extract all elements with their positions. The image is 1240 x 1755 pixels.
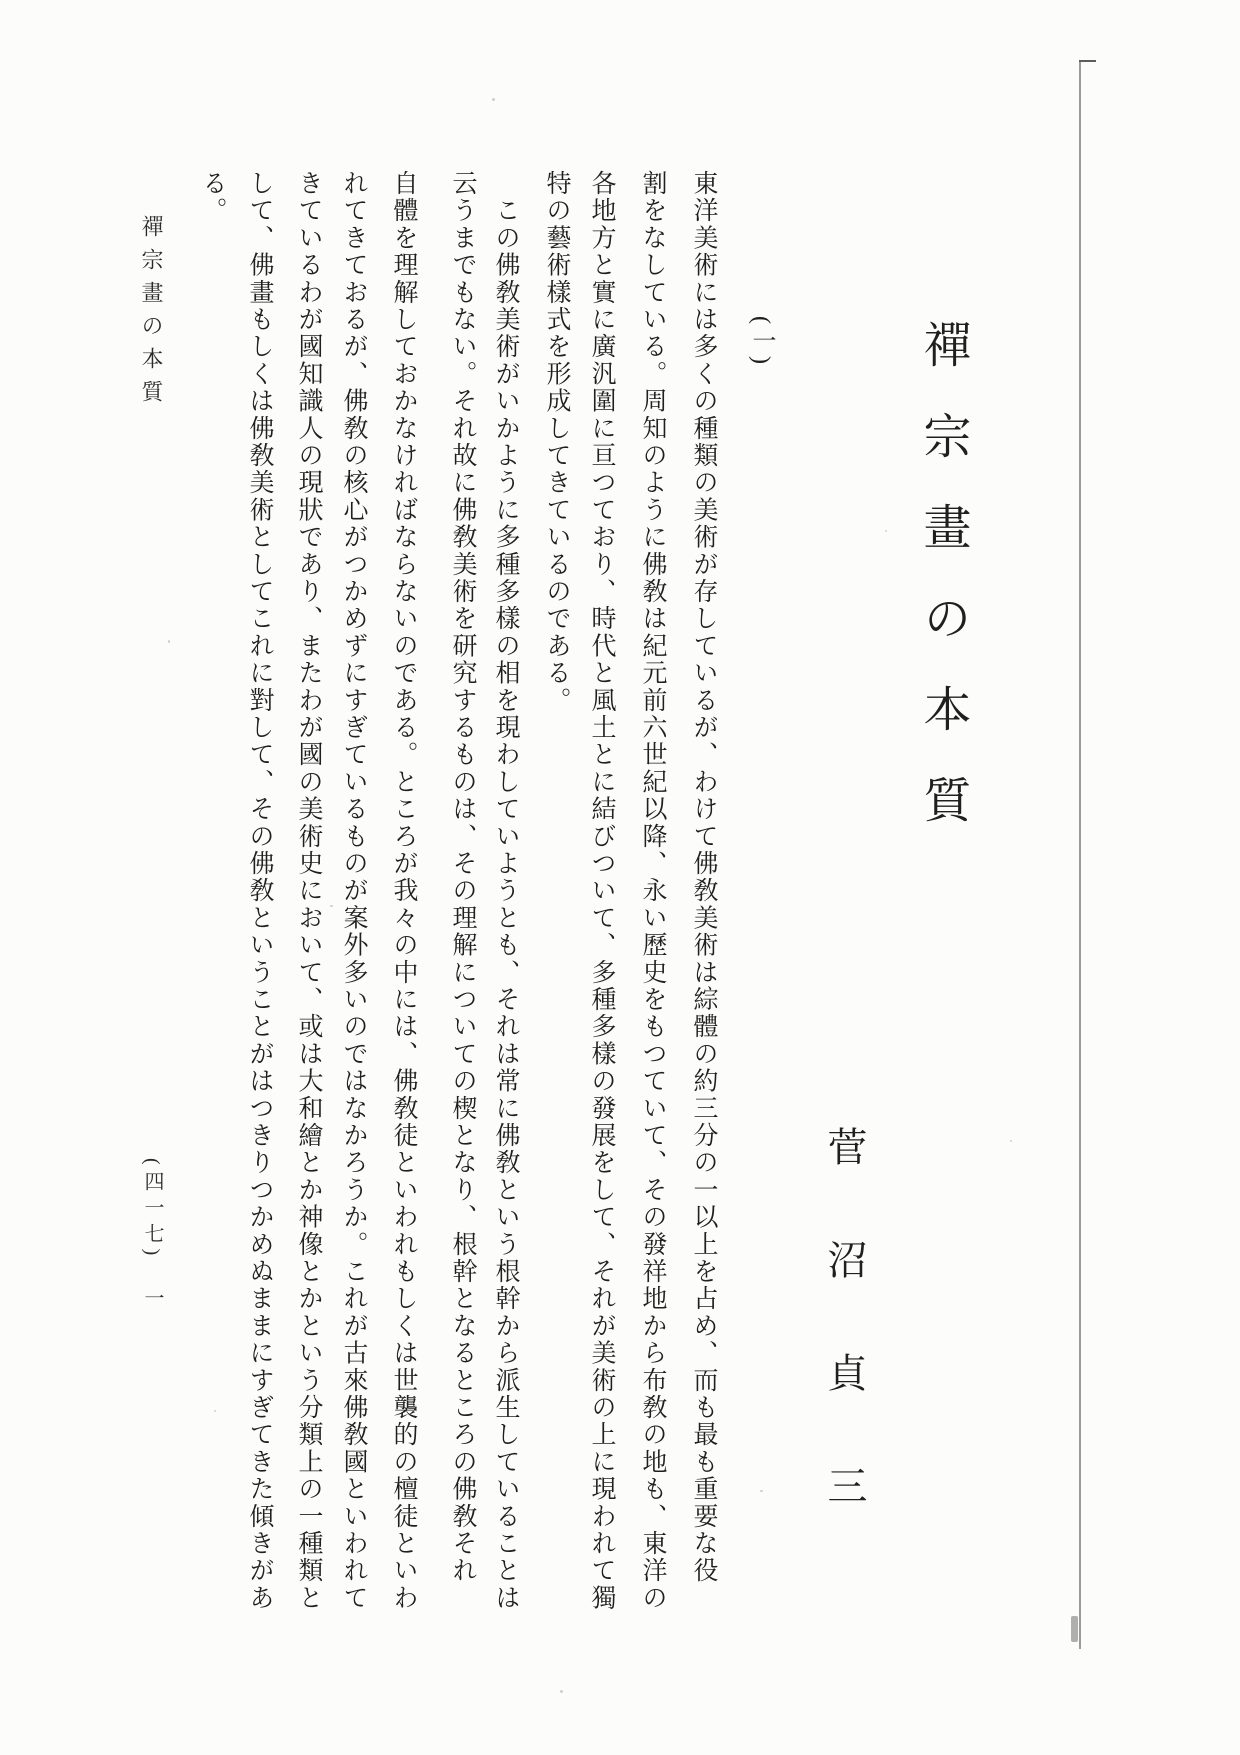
body-column: 自體を理解しておかなければならないのである。ところが我々の中には、佛敎徒といわれもしくは世襲的の檀徒といわ <box>390 170 417 1612</box>
body-column: 東洋美術には多くの種類の美術が存しているが、わけて佛敎美術は綜體の約三分の一以上を占め、而も最も重要な役 <box>690 170 717 1585</box>
running-header: 禪宗畫の本質 <box>139 215 164 413</box>
page-number: (四一七) 一 <box>141 1158 163 1314</box>
body-column: る。 <box>199 170 226 225</box>
scan-speckle <box>1010 1140 1012 1142</box>
scan-speckle <box>492 98 495 101</box>
scan-speckle <box>760 1490 763 1492</box>
page-title: 禪宗畫の本質 <box>916 320 969 866</box>
page-edge-corner-mark <box>1079 60 1096 62</box>
body-column: 各地方と實に廣汎圍に亘つており、時代と風土とに結びついて、多種多樣の發展をして、それが美術の上に現われて獨 <box>588 170 615 1612</box>
scan-speckle <box>168 640 170 643</box>
page-edge-bottom-mark <box>1071 1616 1078 1642</box>
body-column: 特の藝術樣式を形成してきているのである。 <box>543 170 570 714</box>
body-column: れてきておるが、佛敎の核心がつかめずにすぎているものが案外多いのではなかろうか。これが古來佛敎國といわれて <box>340 170 367 1612</box>
body-column: 割をなしている。周知のように佛敎は紀元前六世紀以降、永い歷史をもつていて、その發祥地から布敎の地も、東洋の <box>639 170 666 1612</box>
body-column: この佛敎美術がいかように多種多樣の相を現わしていようとも、それは常に佛敎という根幹から派生していることは <box>492 170 519 1612</box>
scan-speckle <box>885 530 887 532</box>
author-name: 菅沼貞三 <box>822 1126 867 1578</box>
scan-speckle <box>330 905 333 907</box>
body-column: きているわが國知識人の現狀であり、またわが國の美術史において、或は大和繪とか神像とかという分類上の一種類と <box>295 170 322 1612</box>
scan-speckle <box>560 1690 563 1693</box>
section-number-marker: (一) <box>748 316 774 368</box>
scan-speckle <box>214 1410 216 1412</box>
body-column: して、佛畫もしくは佛敎美術としてこれに對して、その佛敎ということがはつきりつかめぬままにすぎてきた傾きがあ <box>246 170 273 1612</box>
page-edge-line <box>1079 61 1081 1649</box>
body-column: 云うまでもない。それ故に佛敎美術を研究するものは、その理解についての楔となり、根幹となるところの佛敎それ <box>449 170 476 1585</box>
